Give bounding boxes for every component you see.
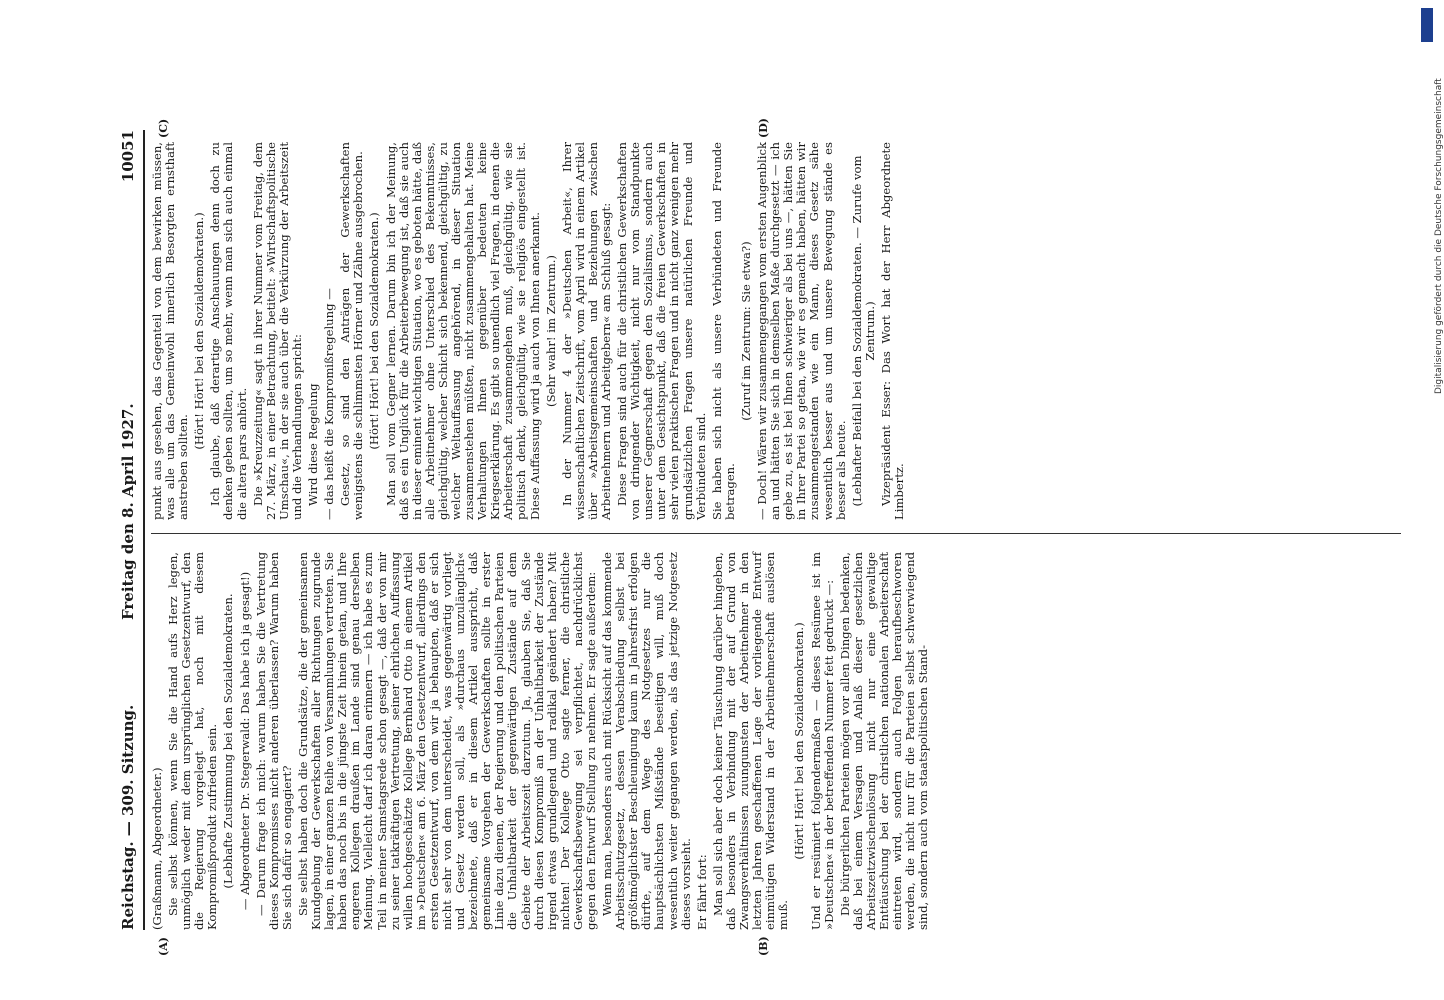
interjection: (Sehr wahr! im Zentrum.) (543, 255, 558, 407)
interjection: (Zuruf im Zentrum: Sie etwa?) (738, 241, 753, 421)
quotation: Wird diese Regelung (306, 383, 321, 506)
paragraph: Sie haben sich nicht als unsere Verbündeten und Freunde betragen. (709, 142, 737, 520)
paragraph: Er fährt fort: (694, 854, 709, 930)
column-separator (151, 533, 1401, 534)
paragraph: Und er resümiert folgendermaßen — dieses Resümee ist im »Deutschen« in der betreffenden Nummer fett gedruckt —: (808, 552, 836, 930)
interjection: — Abgeordneter Dr. Stegerwald: Das habe ich ja gesagt!) (237, 571, 252, 911)
speaker-line: Vizepräsident Esser: Das Wort hat der Herr Abgeordnete Limbertz. (878, 142, 906, 520)
quotation: punkt aus gesehen, das Gegenteil von dem bewirken müssen, was alle um das Gemeinwohl innerlich Besorgten ernsthaft anstreben sollten. (150, 142, 191, 520)
paragraph: Sie selbst haben doch die Grundsätze, die der gemeinsamen Kundgebung der Gewerkschaften aller Richtungen zugrunde lagen, in einer ganzen Reihe von Versammlungen vertreten. Sie haben das noch bis in die jüngste Zeit hinein getan, und Ihre engeren Kollegen draußen im Lande sind genau derselben Meinung. Vielleicht darf ich daran erinnern — ich habe es zum Teil in meiner Samstagsrede schon gesagt —, daß der von mir zu seiner tatkräftigen Vertretung, seiner ehrlichen Auffassung willen hochgeschätzte Kollege Bernhard Otto in einem Artikel im »Deutschen« am 6. März den Gesetzentwurf, allerdings den ersten Gesetzentwurf, von dem wir ja behaupten, daß er sich nicht sehr von dem unterscheidet, was gegenwärtig vorliegt und Gesetz werden soll, als »durchaus unzulänglich« bezeichnete, daß er in diesem Artikel ausspricht, daß gemeinsame Vorgehen der Gewerkschaften sollte in erster Linie dazu dienen, der Regierung und den politischen Parteien die Unhaltbarkeit der gegenwärtigen Zustände auf dem Gebiete der Arbeitszeit darzutun. Ja, glauben Sie, daß Sie durch diesen Kompromiß an der Unhaltbarkeit der Zustände irgend etwas grundlegend und radikal geändert haben? Mit nichten! Der Kollege Otto sagte ferner, die christliche Gewerkschaftsbewegung sei verpflichtet, nachdrücklichst gegen den Entwurf Stellung zu nehmen. Er sagte außerdem: (295, 552, 598, 930)
quotation: Die bürgerlichen Parteien mögen vor allen Dingen bedenken, daß bei einem Versagen und Anlaß dieser gesetzlichen Arbeitszeitzwischenlösung nicht nur eine gewaltige Enttäuschung bei der christlichen nationalen Arbeiterschaft eintreten wird, sondern auch Folgen heraufbeschworen werden, die nicht nur für die Parteien selbst schwerwiegend sind, sondern auch vom staatspolitischen Stand- (837, 552, 931, 930)
interjection: (Lebhafte Zustimmung bei den Sozialdemokraten. (221, 593, 236, 889)
header-rule (143, 130, 145, 930)
margin-marker-c: (C) (157, 118, 170, 138)
paragraph: Die »Kreuzzeitung« sagt in ihrer Nummer vom Freitag, dem 27. März, in einer Betrachtung, betitelt: »Wirtschaftspolitische Umschau«, in der sie auch über die Verkürzung der Arbeitszeit und die Verhandlungen spricht: (250, 142, 304, 520)
dfg-logo: DFG (1421, 8, 1433, 42)
interjection: (Hört! Hört! bei den Sozialdemokraten.) (192, 212, 207, 450)
interjection: (Lebhafter Beifall bei den Sozialdemokraten. — Zurufe vom Zentrum.) (849, 155, 877, 507)
paragraph: Ich glaube, daß derartige Anschauungen denn doch zu denken geben sollten, um so mehr, wenn man sich auch einmal die altera pars anhört. (208, 142, 249, 520)
speaker-line: (Graßmann, Abgeordneter.) (150, 767, 164, 930)
paragraph: — Darum frage ich mich: warum haben Sie die Vertretung dieses Kompromisses nicht anderen überlassen? Warum haben Sie sich dafür so engagiert? (253, 552, 294, 930)
margin-marker-a: (A) (157, 937, 170, 956)
quotation: Diese Fragen sind auch für die christlichen Gewerkschaften von dringender Wichtigkeit, nicht nur vom Standpunkte unserer Gegnerschaft gegen den Sozialismus, sondern auch unter dem Gesichtspunkt, daß die freien Gewerkschaften in sehr vielen praktischen Fragen und in nicht ganz wenigen mehr grundsätzlichen Fragen unsere natürlichen Freunde und Verbündeten sind. (615, 142, 708, 520)
quotation: Gesetz, so sind den Anträgen der Gewerkschaften wenigstens die schlimmsten Hörner und Zähne ausgebrochen. (338, 142, 366, 520)
interjection: (Hört! Hört! bei den Sozialdemokraten.) (367, 212, 382, 450)
left-column (151, 552, 1401, 930)
interjection: (Hört! Hört! bei den Sozialdemokraten.) (792, 622, 807, 860)
margin-marker-b: (B) (757, 936, 770, 956)
page-number: 10051 (119, 130, 137, 183)
paragraph: Man soll vom Gegner lernen. Darum bin ich der Meinung, daß es ein Unglück für die Arbeiterbewegung ist, daß sie auch in dieser eminent wichtigen Situation, wo es geboten hätte, daß alle Arbeitnehmer ohne Unterschied des Bekenntnisses, gleichgültig, welcher Schicht sich bekennend, gleichgültig, zu welcher Weltauffassung angehörend, in dieser Situation zusammenstehen müßten, nicht zusammengehalten hat. Meine Verhaltungen Ihnen gegenüber bedeuten keine Kriegserklärung. Es gibt so unendlich viel Fragen, in denen die Arbeiterschaft zusammengehen muß, gleichgültig, wie sie politisch denkt, gleichgültig, wie sie religiös eingestellt ist. Diese Auffassung wird ja auch von Ihnen anerkannt. (383, 142, 542, 520)
page-header (117, 130, 143, 930)
right-column (151, 142, 1401, 520)
paragraph: Sie selbst können, wenn Sie die Hand aufs Herz legen, unmöglich weder mit dem ursprünglichen Gesetzentwurf, den die Regierung vorgelegt hat, noch mit diesem Kompromißprodukt zufrieden sein. (166, 552, 220, 930)
quotation: Man soll sich aber doch keiner Täuschung darüber hingeben, daß besonders in Verbindung mit der auf Grund von Zwangsverhältnissen zuungunsten der Arbeitnehmer in den letzten Jahren geschaffenen Lage der vorliegende Entwurf einmütigen Widerstand in der Arbeitnehmerschaft auslösen muß. (710, 552, 791, 930)
quotation: Wenn man, besonders auch mit Rücksicht auf das kommende Arbeitsschutzgesetz, dessen Verabschiedung selbst bei größtmöglichster Beschleunigung kaum in Jahresfrist erfolgen dürfte, auf dem Wege des Notgesetzes nur die hauptsächlichsten Mißstände beseitigen will, muß doch wesentlich weiter gegangen werden, als das jetzige Notgesetz dieses vorsieht. (600, 552, 693, 930)
printed-page (117, 118, 1417, 956)
header-left: Reichstag. — 309. Sitzung. (119, 704, 137, 930)
margin-marker-d: (D) (757, 118, 770, 138)
digitization-note-text: Digitalisierung gefördert durch die Deutsche Forschungsgemeinschaft (1434, 78, 1444, 394)
header-date: Freitag den 8. April 1927. (119, 403, 137, 620)
paragraph: — Doch! Wären wir zusammengegangen vom ersten Augenblick an und hätten Sie sich in demselben Maße durchgesetzt — ich gebe zu, es ist bei Ihnen schwieriger als bei uns —, hätten Sie in Ihrer Partei so getan, wie wir es gemacht haben, hätten wir zusammengestanden wie ein Mann, dieses Gesetz sähe wesentlich besser aus und um unsere Bewegung stände es besser als heute. (755, 142, 848, 520)
paragraph: In der Nummer 4 der »Deutschen Arbeit«, Ihrer wissenschaftlichen Zeitschrift, vom April wird in einem Artikel über »Arbeitsgemeinschaften und Beziehungen zwischen Arbeitnehmern und Arbeitgebern« am Schluß gesagt: (559, 142, 613, 520)
paragraph: — das heißt die Kompromißregelung — (322, 288, 337, 520)
